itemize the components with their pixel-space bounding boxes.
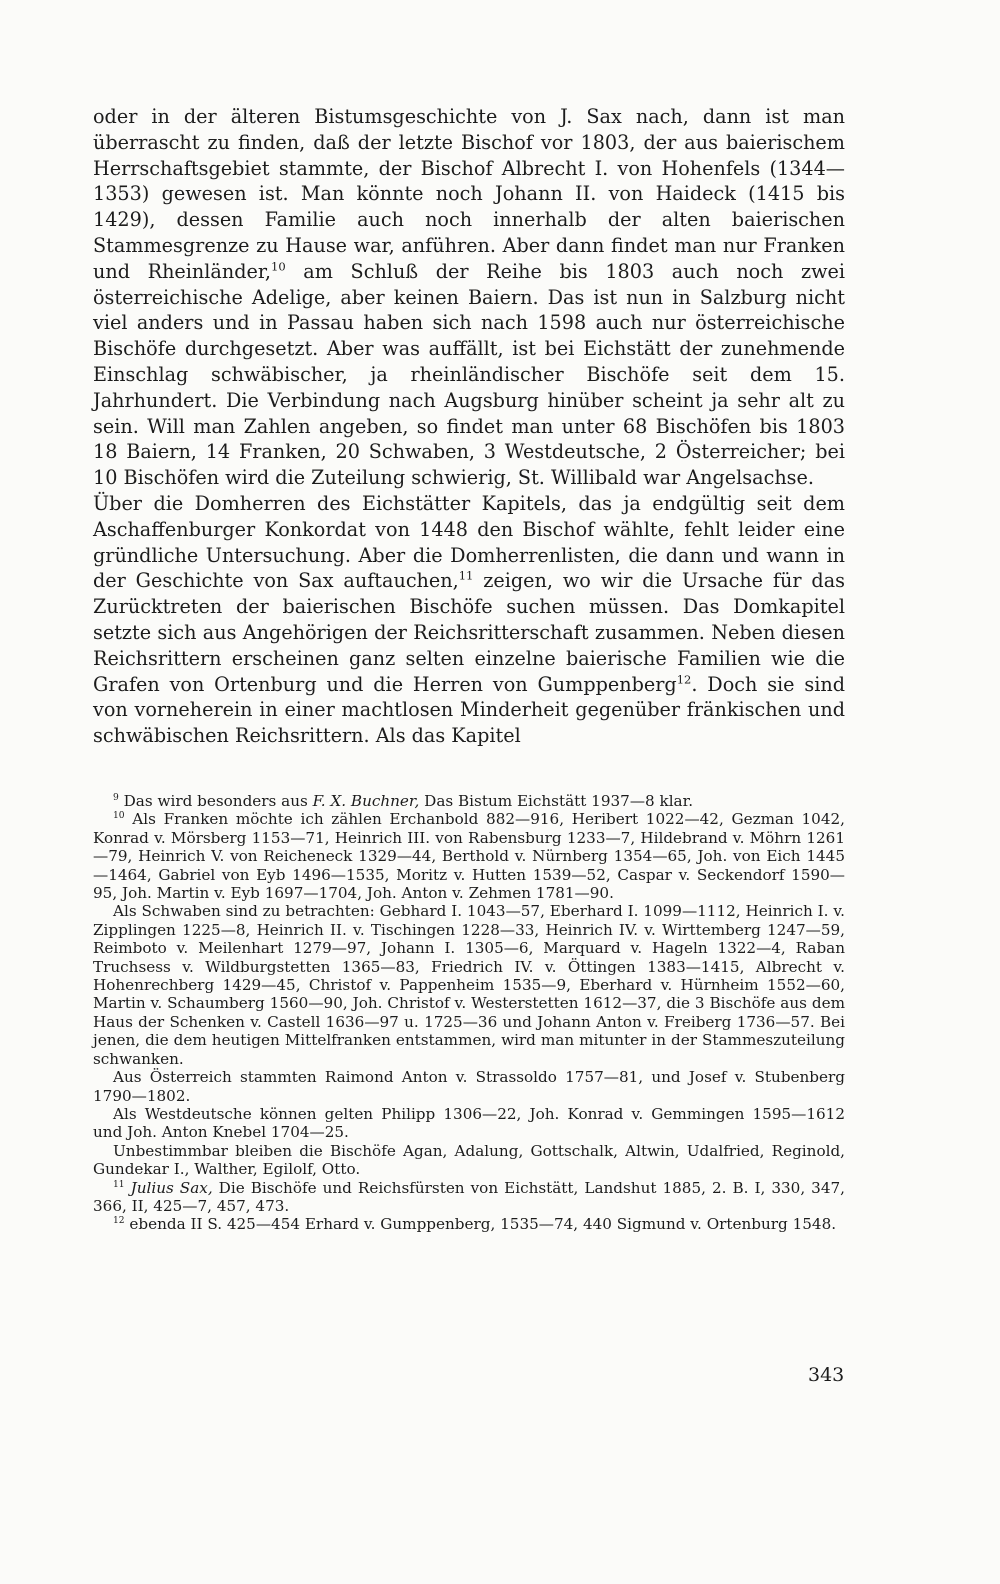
footnote-author: F. X. Buchner, — [312, 792, 420, 810]
footnote-10-westdeutsche: Als Westdeutsche können gelten Philipp 1306—22, Joh. Konrad v. Gemmingen 1595—1612 und Joh. Anton Knebel 1704—25. — [93, 1104, 845, 1142]
paragraph-2: Über die Domherren des Eichstätter Kapitels, das ja endgültig seit dem Aschaffenburger Konkordat von 1448 den Bischof wählte, fehlt leider eine gründliche Untersuchung. Aber die Domherrenlisten, die dann und wann in der Geschichte von Sax auftauchen,$^{11}$ zeigen, wo wir die Ursache für das Zurücktreten der baierischen Bischöfe suchen müssen. Das Domkapitel setzte sich aus Angehörigen der Reichsritterschaft zusammen. Neben diesen Reichsrittern erscheinen ganz selten einzelne baierische Familien wie die Grafen von Ortenburg und die Herren von Gumppenberg$^{12}$. Doch sie sind von vorneherein in einer machtlosen Minderheit gegenüber fränkischen und schwäbischen Reichsrittern. Als das Kapitel — [93, 491, 845, 748]
paragraph-1: oder in der älteren Bistumsgeschichte von J. Sax nach, dann ist man überrascht zu finden, daß der letzte Bischof vor 1803, der aus baierischem Herrschaftsgebiet stammte, der Bischof Albrecht I. von Hohenfels (1344—1353) gewesen ist. Man könnte noch Johann II. von Haideck (1415 bis 1429), dessen Familie auch noch innerhalb der alten baierischen Stammesgrenze zu Hause war, anführen. Aber dann findet man nur Franken und Rheinländer,$^{10}$ am Schluß der Reihe bis 1803 auch noch zwei österreichische Adelige, aber keinen Baiern. Das ist nun in Salzburg nicht viel anders und in Passau haben sich nach 1598 auch nur österreichische Bischöfe durchgesetzt. Aber was auffällt, ist bei Eichstätt der zunehmende Einschlag schwäbischer, ja rheinländischer Bischöfe seit dem 15. Jahrhundert. Die Verbindung nach Augsburg hinüber scheint ja sehr alt zu sein. Will man Zahlen angeben, so findet man unter 68 Bischöfen bis 1803 18 Baiern, 14 Franken, 20 Schwaben, 3 Westdeutsche, 2 Österreicher; bei 10 Bischöfen wird die Zuteilung schwierig, St. Willibald war Angelsachse. — [93, 105, 845, 490]
footnote-ref-10[interactable]: 10 — [271, 259, 286, 274]
footnote-10-unbestimmbar: Unbestimmbar bleiben die Bischöfe Agan, Adalung, Gottschalk, Altwin, Udalfried, Reginold, Gundekar I., Walther, Egilolf, Otto. — [93, 1141, 845, 1179]
footnote-9: $^9$ Das wird besonders aus F. X. Buchner, Das Bistum Eichstätt 1937—8 klar. — [113, 792, 694, 810]
footnote-10: $^{10}$ Als Franken möchte ich zählen Erchanbold 882—916, Heribert 1022—42, Gezman 1042, Konrad v. Mörsberg 1153—71, Heinrich III. von Rabensburg 1233—7, Hildebrand v. Möhrn 1261—79, Heinrich V. von Reicheneck 1329—44, Berthold v. Nürnberg 1354—65, Joh. von Eich 1445—1464, Gabriel von Eyb 1496—1535, Moritz v. Hutten 1539—52, Caspar v. Seckendorf 1590—95, Joh. Martin v. Eyb 1697—1704, Joh. Anton v. Zehmen 1781—90. — [93, 810, 845, 903]
footnote-10-schwaben: Als Schwaben sind zu betrachten: Gebhard I. 1043—57, Eberhard I. 1099—1112, Heinrich I. v. Zipplingen 1225—8, Heinrich II. v. Tischingen 1228—33, Heinrich IV. v. Wirttemberg 1247—59, Reimboto v. Meilenhart 1279—97, Johann I. 1305—6, Marquard v. Hageln 1322—4, Raban Truchsess v. Wildburgstetten 1365—83, Friedrich IV. v. Öttingen 1383—1415, Albrecht v. Hohenrechberg 1429—45, Christof v. Pappenheim 1535—9, Eberhard v. Hürnheim 1552—60, Martin v. Schaumberg 1560—90, Joh. Christof v. Westerstetten 1612—37, die 3 Bischöfe aus dem Haus der Schenken v. Castell 1636—97 u. 1725—36 und Johann Anton v. Freiberg 1736—57. Bei jenen, die dem heutigen Mittelfranken entstammen, wird man mitunter in der Stammeszuteilung schwanken. — [93, 902, 845, 1068]
footnote-number: 12 — [113, 1216, 125, 1227]
page-number: 343 — [808, 1364, 845, 1386]
footnote-ref-11[interactable]: 11 — [458, 568, 474, 583]
footnote-11: $^{11}$ Julius Sax, Die Bischöfe und Reichsfürsten von Eichstätt, Landshut 1885, 2. B. I, 330, 347, 366, II, 425—7, 457, 473. — [93, 1178, 845, 1215]
footnote-number: 10 — [113, 811, 125, 822]
footnote-number: 11 — [113, 1179, 125, 1190]
footnote-author: Julius Sax, — [130, 1178, 213, 1197]
footnote-12: $^{12}$ ebenda II S. 425—454 Erhard v. Gumppenberg, 1535—74, 440 Sigmund v. Ortenburg 1548. — [113, 1215, 837, 1234]
footnote-number: 9 — [113, 792, 119, 803]
footnote-10-oesterreich: Aus Österreich stammten Raimond Anton v. Strassoldo 1757—81, und Josef v. Stubenberg 1790—1802. — [93, 1068, 845, 1105]
footnote-ref-12[interactable]: 12 — [676, 672, 692, 687]
main-text — [93, 104, 845, 749]
footnotes — [93, 792, 845, 1234]
